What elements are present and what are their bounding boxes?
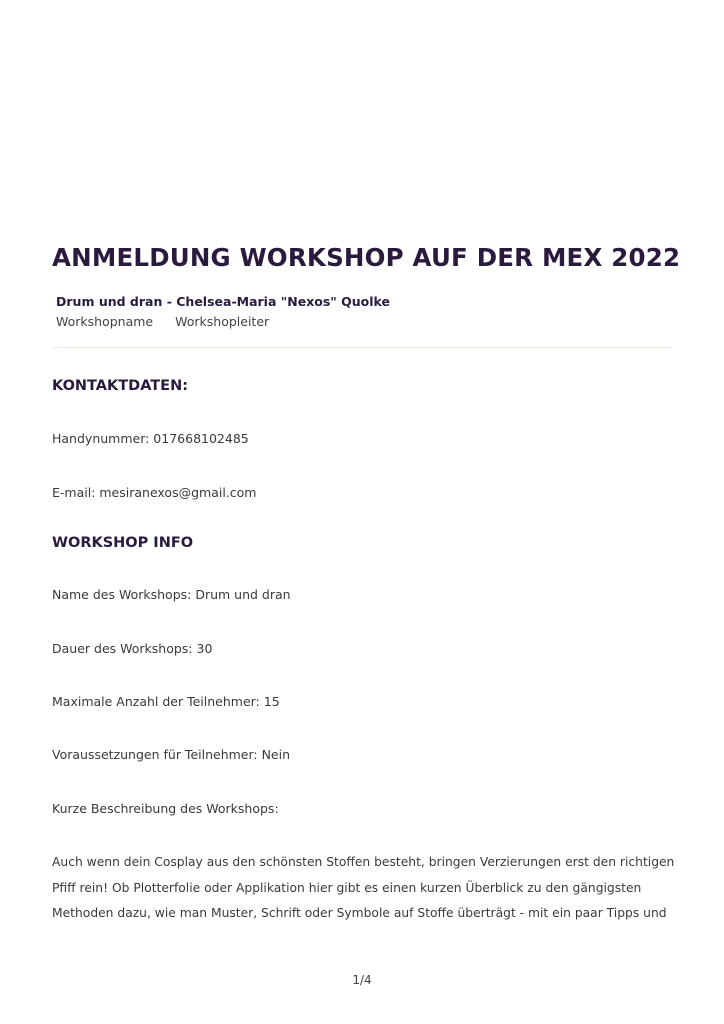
header-divider [52, 347, 672, 348]
description-line: Pfiff rein! Ob Plotterfolie oder Applikation hier gibt es einen kurzen Überblick zu den gängigsten [52, 880, 642, 895]
caption-workshopleiter: Workshopleiter [175, 314, 270, 329]
contact-email: E-mail: mesiranexos@gmail.com [52, 485, 257, 500]
workshop-max-participants: Maximale Anzahl der Teilnehmer: 15 [52, 694, 280, 709]
workshop-name: Name des Workshops: Drum und dran [52, 587, 291, 602]
section-heading-workshop-info: WORKSHOP INFO [52, 535, 194, 551]
workshop-description-label: Kurze Beschreibung des Workshops: [52, 801, 279, 816]
section-heading-contact: KONTAKTDATEN: [52, 378, 189, 394]
description-line: Auch wenn dein Cosplay aus den schönsten Stoffen besteht, bringen Verzierungen erst den richtigen [52, 855, 675, 869]
page-number: 1/4 [352, 973, 372, 987]
page-title: ANMELDUNG WORKSHOP AUF DER MEX 2022 [52, 243, 681, 272]
workshop-duration: Dauer des Workshops: 30 [52, 641, 213, 656]
workshop-description [52, 850, 677, 927]
contact-phone: Handynummer: 017668102485 [52, 431, 249, 446]
caption-workshopname: Workshopname [56, 314, 154, 329]
subtitle-captions [56, 314, 269, 329]
workshop-requirements: Voraussetzungen für Teilnehmer: Nein [52, 747, 291, 762]
workshop-subtitle: Drum und dran - Chelsea-Maria "Nexos" Quolke [56, 294, 390, 309]
description-line: Methoden dazu, wie man Muster, Schrift oder Symbole auf Stoffe überträgt - mit ein paar Tipps und [52, 906, 667, 920]
